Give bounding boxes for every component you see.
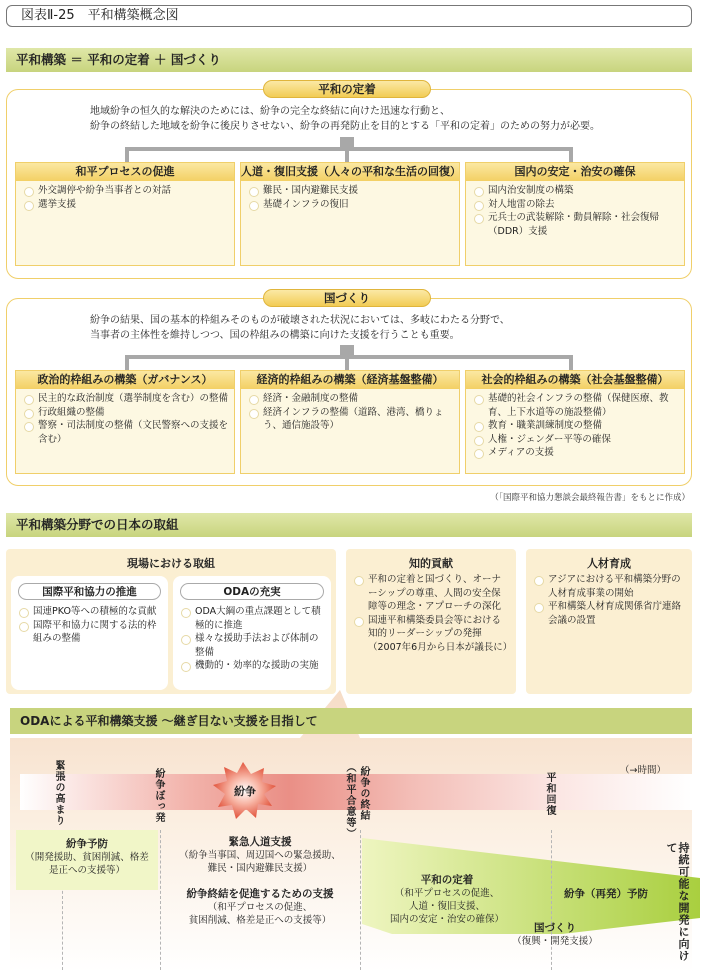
milestone-tension: 緊張の高まり: [53, 760, 64, 826]
list-item: 行政組織の整備: [38, 406, 228, 420]
list-item: 人権・ジェンダー平等の確保: [488, 433, 678, 447]
sustainable-development: 持続可能な開発に向けて: [665, 842, 690, 962]
milestone-end-paren: （和平合意等）: [344, 762, 355, 839]
list-item: 機動的・効率的な援助の実施: [195, 659, 325, 673]
list-item: 経済・金融制度の整備: [263, 392, 453, 406]
nation-title: 国づくり: [534, 922, 576, 934]
peace-process-title: 和平プロセスの促進: [16, 163, 234, 181]
connector: [340, 137, 354, 147]
oda-list: [173, 602, 331, 675]
guide-line: [160, 830, 161, 970]
list-item: 警察・司法制度の整備（文民警察への支援を含む）: [38, 420, 229, 445]
list-item: 教育・職業訓練制度の整備: [488, 419, 678, 433]
connector: [569, 355, 573, 370]
oda-title: ODAの充実: [180, 583, 324, 600]
human-resources-panel: [526, 549, 692, 694]
social-framework-title: 社会的枠組みの構築（社会基盤整備）: [466, 371, 684, 389]
list-item: アジアにおける平和構築分野の人材育成事業の開始: [548, 573, 686, 600]
connector: [125, 355, 573, 359]
pko-list: [11, 602, 168, 648]
list-item: 平和の定着と国づくり、オーナーシップの尊重、人間の安全保障等の理念・アプローチの深化: [368, 573, 510, 614]
connector: [125, 147, 129, 162]
nation-building-intro: 紛争の結果、国の基本的枠組みそのものが破壊された状況においては、多岐にわたる分野で、 当事者の主体性を維持しつつ、国の枠組みの構築に向けた支援を行うことも重要。: [90, 315, 510, 341]
nation-desc: （復興・開発支援）: [512, 936, 598, 947]
economic-framework-box: [240, 370, 460, 474]
intellectual-panel: [346, 549, 516, 694]
list-item: ODA大綱の重点課題として積極的に推進: [195, 605, 325, 632]
human-resources-title: 人材育成: [587, 557, 631, 570]
list-item: 基礎的社会インフラの整備（保健医療、教育、上下水道等の施設整備）: [488, 392, 678, 419]
emergency-desc-2: 難民・国内避難民支援）: [207, 863, 313, 874]
milestone-end: 紛争の終結: [358, 766, 369, 821]
list-item: 難民・国内避難民支援: [263, 184, 453, 198]
peace-consolidation-intro: 地域紛争の恒久的な解決のためには、紛争の完全な終結に向けた迅速な行動と、 紛争の終結した地域を紛争に後戻りさせない、紛争の再発防止を目的とする「平和の定着」のための努力が必要。: [90, 106, 600, 132]
promote-end-desc-2: 貧困削減、格差是正への支援等）: [188, 915, 332, 926]
connector: [345, 355, 349, 370]
list-item: 元兵士の武装解除・動員解除・社会復帰（DDR）支援: [488, 211, 678, 238]
prevention-box: [16, 830, 158, 890]
list-item: 様々な援助手法および体制の整備: [195, 632, 325, 659]
time-axis-label: （→時間）: [620, 765, 666, 776]
list-item: メディアの支援: [488, 446, 678, 460]
list-item: 平和構築人材育成関係省庁連絡会議の設置: [548, 600, 686, 627]
connector: [125, 147, 573, 151]
prevention-title: 紛争予防: [66, 838, 108, 850]
connector: [340, 345, 354, 355]
promote-end-title: 紛争終結を促進するための支援: [186, 888, 334, 900]
consolidation-title: 平和の定着: [420, 874, 474, 886]
security-box: [465, 162, 685, 266]
list-item: 対人地雷の除去: [488, 198, 678, 212]
security-title: 国内の安定・治安の確保: [466, 163, 684, 181]
political-framework-title: 政治的枠組みの構築（ガバナンス）: [16, 371, 234, 389]
social-framework-box: [465, 370, 685, 474]
pko-title: 国際平和協力の推進: [18, 583, 161, 600]
guide-line: [551, 830, 552, 970]
economic-framework-title: 経済的枠組みの構築（経済基盤整備）: [241, 371, 459, 389]
list-item: 基礎インフラの復旧: [263, 198, 453, 212]
list-item: 国際平和協力に関する法的枠組みの整備: [33, 619, 162, 646]
milestone-recovery: 平和回復: [544, 772, 555, 816]
section-heading-oda: ODAによる平和構築支援 ～継ぎ目ない支援を目指して: [20, 714, 318, 728]
prevention-desc: （開発援助、貧困削減、格差是正への支援等）: [25, 852, 149, 876]
tension-band: [20, 774, 692, 810]
emergency-title: 緊急人道支援: [228, 836, 292, 848]
section-heading-peacebuilding: 平和構築 ＝ 平和の定着 ＋ 国づくり: [6, 48, 692, 72]
consolidation-desc-3: 国内の安定・治安の確保）: [389, 914, 504, 925]
political-framework-box: [15, 370, 235, 474]
emergency-desc-1: （紛争当事国、周辺国への緊急援助、: [179, 850, 341, 861]
list-item: 国連平和構築委員会等における知的リーダーシップの発揮（2007年6月から日本が議長に）: [368, 614, 513, 653]
list-item: 外交調停や紛争当事者との対話: [38, 184, 228, 198]
humanitarian-title: 人道・復旧支援（人々の平和な生活の回復）: [241, 163, 459, 181]
guide-line: [360, 830, 361, 970]
peace-process-box: [15, 162, 235, 266]
peace-consolidation-label: 平和の定着: [263, 80, 431, 98]
list-item: 国内治安制度の構築: [488, 184, 678, 198]
section-heading-japan: 平和構築分野での日本の取組: [6, 513, 692, 537]
recurrence-prevention: 紛争（再発）予防: [564, 888, 648, 900]
intellectual-title: 知的貢献: [409, 557, 453, 570]
field-efforts-title: 現場における取組: [127, 557, 215, 570]
list-item: 選挙支援: [38, 198, 228, 212]
figure-title: 図表Ⅱ-25 平和構築概念図: [6, 5, 692, 27]
source-note: （「国際平和協力懇談会最終報告書」をもとに作成）: [490, 493, 690, 503]
connector: [125, 355, 129, 370]
nation-building-label: 国づくり: [263, 289, 431, 307]
list-item: 経済インフラの整備（道路、港湾、橋りょう、通信施設等）: [263, 406, 453, 433]
consolidation-desc-2: 人道・復旧支援、: [408, 901, 485, 912]
consolidation-desc-1: （和平プロセスの促進、: [394, 888, 500, 899]
connector: [569, 147, 573, 162]
connector: [345, 147, 349, 162]
promote-end-desc-1: （和平プロセスの促進、: [207, 902, 313, 913]
list-item: 民主的な政治制度（選挙制度を含む）の整備: [38, 393, 229, 404]
milestone-outbreak: 紛争ぼっ発: [153, 768, 164, 823]
list-item: 国連PKO等への積極的な貢献: [33, 605, 162, 619]
humanitarian-box: [240, 162, 460, 266]
conflict-label: 紛争: [234, 785, 256, 798]
